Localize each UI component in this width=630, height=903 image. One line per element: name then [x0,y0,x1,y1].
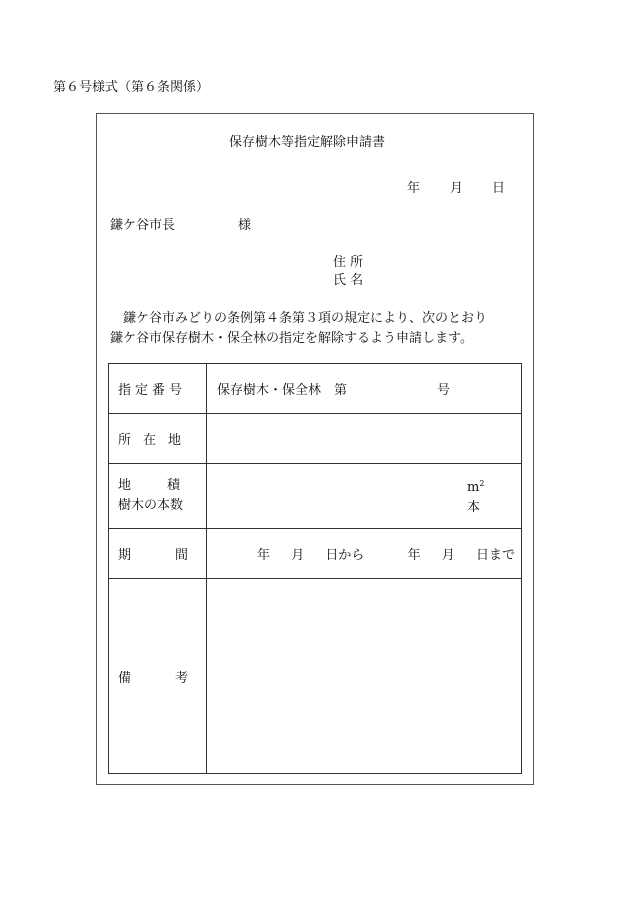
tree-count-unit-wrapper [217,498,521,518]
date-month: 月 [450,181,464,196]
remarks-value-cell[interactable] [207,579,522,774]
table-row-area [109,464,522,529]
area-unit: m [467,480,480,495]
area-unit-exponent: 2 [479,479,485,488]
statement-line-1: 鎌ケ谷市みどりの条例第４条第３項の規定により、次のとおり [123,311,488,326]
table-row-period [109,529,522,579]
designation-label-cell [109,364,207,414]
period-fields [217,544,521,563]
period-label: 期間 [118,548,233,563]
application-form-table [108,363,522,774]
table-row-designation [109,364,522,414]
date-year: 年 [407,181,421,196]
period-to-month: 月 [441,548,455,563]
period-to-day: 日まで [475,548,515,563]
area-label-wrapper [118,476,217,496]
statement-line-2: 鎌ケ谷市保存樹木・保全林の指定を解除するよう申請します。 [110,331,473,346]
period-from-day: 日から [325,548,365,563]
designation-suffix: 号 [437,383,451,398]
location-value-cell[interactable] [207,414,522,464]
period-value-cell[interactable] [207,529,522,579]
form-number-label: 第６号様式（第６条関係） [53,80,210,95]
remarks-label: 備考 [118,670,233,686]
addressee-name: 鎌ケ谷市長 [110,218,176,233]
designation-label: 指定番号 [118,383,187,398]
area-unit-wrapper [217,474,521,498]
table-row-location [109,414,522,464]
remarks-label-cell [109,579,233,774]
tree-count-label: 樹木の本数 [118,498,184,513]
period-to-year: 年 [407,548,421,563]
designation-value-cell[interactable] [207,364,522,414]
location-label-cell [109,414,207,464]
document-title: 保存樹木等指定解除申請書 [229,135,386,150]
area-value-cell[interactable] [207,464,522,529]
area-label-cell [109,464,217,529]
date-day: 日 [492,181,506,196]
period-from-year: 年 [257,548,271,563]
area-label: 地積 [118,478,217,493]
table-row-remarks [109,579,522,774]
location-label: 所在地 [118,433,194,448]
applicant-name-label: 氏 名 [333,273,364,288]
tree-count-unit: 本 [467,500,481,515]
addressee-honorific: 様 [238,218,252,233]
designation-prefix: 保存樹木・保全林 第 [217,383,348,398]
period-label-cell [109,529,233,579]
applicant-address-label: 住 所 [333,255,364,270]
period-from-month: 月 [291,548,305,563]
application-statement [110,309,530,349]
